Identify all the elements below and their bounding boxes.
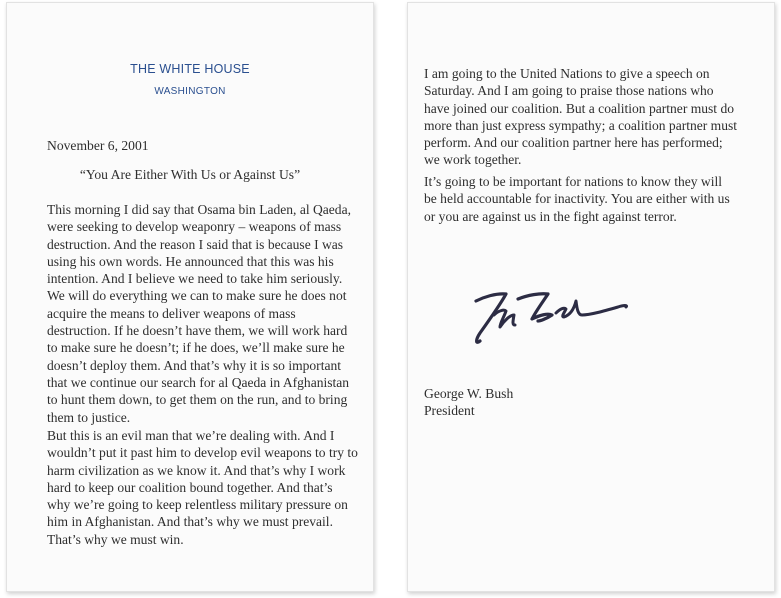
signer-name: George W. Bush xyxy=(424,386,514,401)
text-line: Saturday. And I am going to praise those nations who xyxy=(424,83,714,99)
paragraph-1 xyxy=(47,201,351,426)
text-line: doesn’t deploy them. And that’s why it is so important xyxy=(47,357,342,373)
text-line: have joined our coalition. But a coalition partner must do xyxy=(424,100,734,116)
text-line: that we continue our search for al Qaeda in Afghanistan xyxy=(47,374,350,390)
text-line: destruction. And the reason I said that is because I was xyxy=(47,236,344,252)
paragraph-2 xyxy=(47,427,358,548)
letterhead-title: THE WHITE HOUSE xyxy=(130,62,250,76)
text-line: hard to keep our coalition bound together. And that’s xyxy=(47,479,333,495)
paragraph-4 xyxy=(424,173,730,225)
text-line: more than just express sympathy; a coalition partner must xyxy=(424,117,738,133)
text-line: be held accountable for inactivity. You are either with us xyxy=(424,191,730,207)
signer-title: President xyxy=(424,403,475,418)
text-line: We will do everything we can to make sure he does not xyxy=(47,288,347,304)
right-page xyxy=(407,2,775,592)
text-line: That’s why we must win. xyxy=(47,531,184,547)
text-line: wouldn’t put it past him to develop evil weapons to try to xyxy=(47,445,358,461)
text-line: why we’re going to keep relentless military pressure on xyxy=(47,497,348,513)
text-line: It’s going to be important for nations to know they will xyxy=(424,174,722,189)
text-line: destruction. If he doesn’t have them, we will work hard xyxy=(47,323,348,339)
left-page xyxy=(6,2,374,592)
text-line: This morning I did say that Osama bin Laden, al Qaeda, xyxy=(47,202,351,217)
text-line: using his own words. He announced that this was his xyxy=(47,253,334,269)
text-line: him in Afghanistan. And that’s why we must prevail. xyxy=(47,514,333,530)
letterhead-subtitle: WASHINGTON xyxy=(154,86,226,97)
paragraph-3 xyxy=(424,65,737,169)
speech-title: “You Are Either With Us or Against Us” xyxy=(79,167,301,182)
text-line: acquire the means to deliver weapons of mass xyxy=(47,305,296,321)
text-line: them to justice. xyxy=(47,409,131,425)
text-line: to make sure he doesn’t; if he does, we’ll make sure he xyxy=(47,340,345,356)
text-line: we work together. xyxy=(424,152,522,168)
text-line: I am going to the United Nations to give a speech on xyxy=(424,66,710,81)
text-line: or you are against us in the fight against terror. xyxy=(424,208,677,224)
text-line: But this is an evil man that we’re dealing with. And I xyxy=(47,428,335,443)
document-date: November 6, 2001 xyxy=(47,138,149,153)
text-line: were seeking to develop weaponry – weapons of mass xyxy=(47,219,342,235)
signature-image xyxy=(466,275,636,353)
text-line: intention. And I believe we need to take him seriously. xyxy=(47,271,343,287)
text-line: perform. And our coalition partner here has performed; xyxy=(424,135,723,151)
text-line: to hunt them down, to get them on the run, and to bring xyxy=(47,392,348,408)
text-line: harm civilization as we know it. And that’s why I work xyxy=(47,462,346,478)
